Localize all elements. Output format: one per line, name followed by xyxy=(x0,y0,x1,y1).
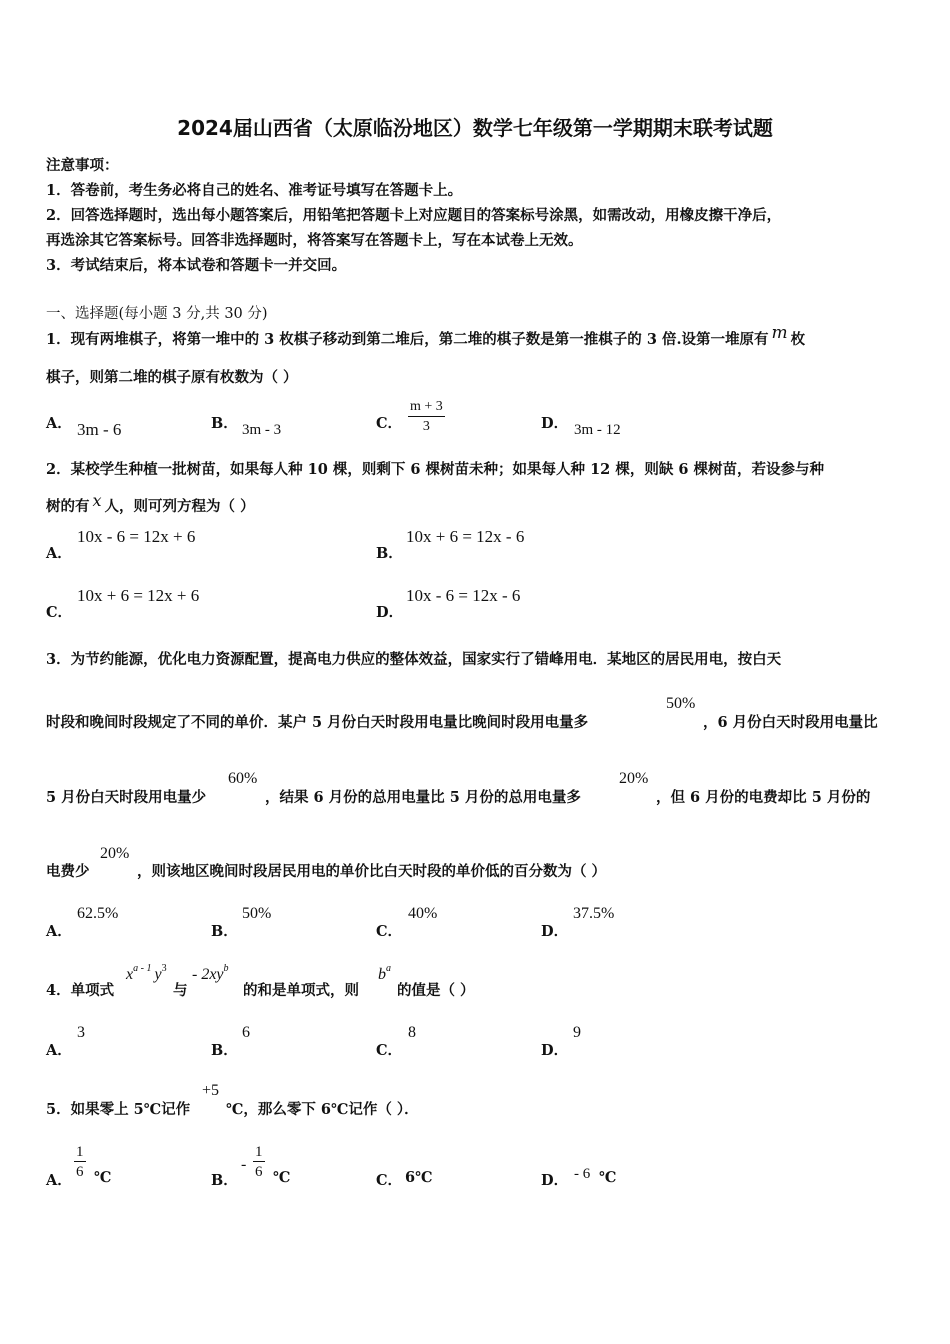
q4-term1-exp: a - 1 xyxy=(133,963,152,974)
q4-term3-base: b xyxy=(378,966,386,983)
notes-item-1: 1．答卷前，考生务必将自己的姓名、准考证号填写在答题卡上。 xyxy=(46,182,463,199)
q5-option-b-denominator: 6 xyxy=(255,1164,263,1180)
q5-option-a-denominator: 6 xyxy=(76,1164,84,1180)
q4-term1-y: y xyxy=(154,966,162,983)
q5-option-b-unit: ℃ xyxy=(273,1169,291,1186)
q1-option-c-fraction xyxy=(408,398,445,437)
q3-percent-2: 60% xyxy=(228,770,258,787)
q1-option-d-label[interactable]: D． xyxy=(541,415,569,432)
q3-percent-3: 20% xyxy=(619,770,649,787)
q4-term1 xyxy=(126,963,167,984)
q4-post1: 的和是单项式，则 xyxy=(243,982,359,999)
q4-term2 xyxy=(192,963,229,984)
q3-option-b-expr: 50% xyxy=(242,905,272,922)
q3-option-d-expr: 37.5% xyxy=(573,905,615,922)
q5-post: ℃，那么零下 6℃记作（ ）． xyxy=(226,1101,419,1118)
q5-option-b-label[interactable]: B． xyxy=(211,1172,238,1189)
q3-percent-1: 50% xyxy=(666,695,696,712)
q5-option-a-numerator: 1 xyxy=(76,1144,84,1160)
q3-line4-post: ，则该地区晚间时段居民用电的单价比白天时段的单价低的百分数为（ ） xyxy=(137,863,607,880)
q5-option-a-label[interactable]: A． xyxy=(46,1172,72,1189)
page-title: 2024届山西省（太原临汾地区）数学七年级第一学期期末联考试题 xyxy=(177,116,773,140)
q4-term2-exp: b xyxy=(223,963,229,974)
q2-line1: 2．某校学生种植一批树苗，如果每人种 10 棵，则剩下 6 棵树苗未种；如果每人种 12 棵，则缺 6 棵树苗，若设参与种 xyxy=(46,461,825,478)
q4-mid: 与 xyxy=(173,982,188,999)
q4-option-c-label[interactable]: C． xyxy=(376,1042,403,1059)
q5-option-a-unit: ℃ xyxy=(94,1169,112,1186)
q5-option-d-unit: ℃ xyxy=(599,1169,617,1186)
q5-option-d-expr: - 6 xyxy=(574,1166,591,1182)
q5-option-b-numerator: 1 xyxy=(255,1144,263,1160)
q3-line2-post: ，6 月份白天时段用电量比 xyxy=(703,714,878,731)
q1-option-d-expr: 3m - 12 xyxy=(574,422,621,438)
q2-option-c-label[interactable]: C． xyxy=(46,604,73,621)
q5-option-d-label[interactable]: D． xyxy=(541,1172,569,1189)
q4-option-d-label[interactable]: D． xyxy=(541,1042,569,1059)
q3-option-c-label[interactable]: C． xyxy=(376,923,403,940)
q3-line4-pre: 电费少 xyxy=(46,863,90,880)
q3-option-d-label[interactable]: D． xyxy=(541,923,569,940)
q3-percent-4: 20% xyxy=(100,845,130,862)
q1-option-a-label[interactable]: A． xyxy=(46,415,72,432)
q5-pre: 5．如果零上 5℃记作 xyxy=(46,1101,191,1118)
q1-line2: 棋子，则第二堆的棋子原有枚数为（ ） xyxy=(46,369,298,386)
notes-item-3: 3．考试结束后，将本试卷和答题卡一并交回。 xyxy=(46,257,347,274)
q2-text-post: 人，则可列方程为（ ） xyxy=(104,498,255,515)
q2-option-d-label[interactable]: D． xyxy=(376,604,404,621)
notes-item-2-cont: 再选涂其它答案标号。回答非选择题时，将答案写在答题卡上，写在本试卷上无效。 xyxy=(46,232,583,249)
q5-option-b-fraction xyxy=(253,1143,265,1182)
q3-option-a-label[interactable]: A． xyxy=(46,923,72,940)
q2-option-b-label[interactable]: B． xyxy=(376,545,403,562)
q1-option-b-expr: 3m - 3 xyxy=(242,422,282,438)
q2-text-pre: 树的有 xyxy=(46,498,90,515)
q2-line2 xyxy=(46,491,255,516)
q1-text: 1．现有两堆棋子，将第一堆中的 3 枚棋子移动到第二堆后，第二堆的棋子数是第一推棋子的 3 倍.设第一堆原有 xyxy=(46,331,769,348)
q4-option-a-label[interactable]: A． xyxy=(46,1042,72,1059)
q3-line3-pre: 5 月份白天时段用电量少 xyxy=(46,789,207,806)
q4-option-b-expr: 6 xyxy=(242,1024,250,1041)
q1-option-c-numerator: m + 3 xyxy=(408,398,445,417)
q2-option-c-expr: 10x + 6 = 12x + 6 xyxy=(77,586,200,605)
q4-term3-exp: a xyxy=(386,963,391,974)
q3-option-a-expr: 62.5% xyxy=(77,905,119,922)
section-heading: 一、选择题(每小题 3 分,共 30 分) xyxy=(46,306,268,322)
q5-value: +5 xyxy=(202,1082,220,1099)
q2-option-d-expr: 10x - 6 = 12x - 6 xyxy=(406,586,521,605)
q1-option-a-expr: 3m - 6 xyxy=(77,420,122,439)
q2-var: x xyxy=(92,491,102,510)
q1-text-end: 枚 xyxy=(790,331,806,348)
q5-option-c-expr: 6℃ xyxy=(405,1169,433,1186)
q5-option-a-fraction xyxy=(74,1143,86,1182)
q3-line2-pre: 时段和晚间时段规定了不同的单价．某户 5 月份白天时段用电量比晚间时段用电量多 xyxy=(46,714,589,731)
q4-option-a-expr: 3 xyxy=(77,1024,85,1041)
q4-post2: 的值是（ ） xyxy=(397,982,475,999)
q1-option-b-label[interactable]: B． xyxy=(211,415,238,432)
q1-var: m xyxy=(771,323,788,343)
q1-option-c-denominator: 3 xyxy=(422,419,430,434)
q2-option-a-expr: 10x - 6 = 12x + 6 xyxy=(77,527,196,546)
q1-line1 xyxy=(46,323,806,349)
q4-term1-yexp: 3 xyxy=(161,963,167,974)
q3-option-c-expr: 40% xyxy=(408,905,438,922)
q4-option-c-expr: 8 xyxy=(408,1024,416,1041)
notes-heading: 注意事项： xyxy=(46,157,119,174)
q3-line1: 3．为节约能源，优化电力资源配置，提高电力供应的整体效益，国家实行了错峰用电．某地区的居民用电，按白天 xyxy=(46,651,782,668)
q3-option-b-label[interactable]: B． xyxy=(211,923,238,940)
q5-option-b-sign: - xyxy=(241,1156,247,1173)
q2-option-a-label[interactable]: A． xyxy=(46,545,72,562)
q4-pre: 4．单项式 xyxy=(46,982,115,999)
q3-line3-post: ，但 6 月份的电费却比 5 月份的 xyxy=(656,789,871,806)
q5-option-c-label[interactable]: C． xyxy=(376,1172,403,1189)
q4-term2-body: - 2xy xyxy=(192,966,224,983)
q4-term3 xyxy=(378,963,391,984)
q4-option-d-expr: 9 xyxy=(573,1024,581,1041)
q3-line3-mid: ，结果 6 月份的总用电量比 5 月份的总用电量多 xyxy=(265,789,581,806)
q2-option-b-expr: 10x + 6 = 12x - 6 xyxy=(406,527,525,546)
q1-option-c-label[interactable]: C． xyxy=(376,415,403,432)
q4-term1-base: x xyxy=(126,966,134,983)
q4-option-b-label[interactable]: B． xyxy=(211,1042,238,1059)
notes-item-2: 2．回答选择题时，选出每小题答案后，用铅笔把答题卡上对应题目的答案标号涂黑，如需改动，用橡皮擦干净后， xyxy=(46,207,782,224)
